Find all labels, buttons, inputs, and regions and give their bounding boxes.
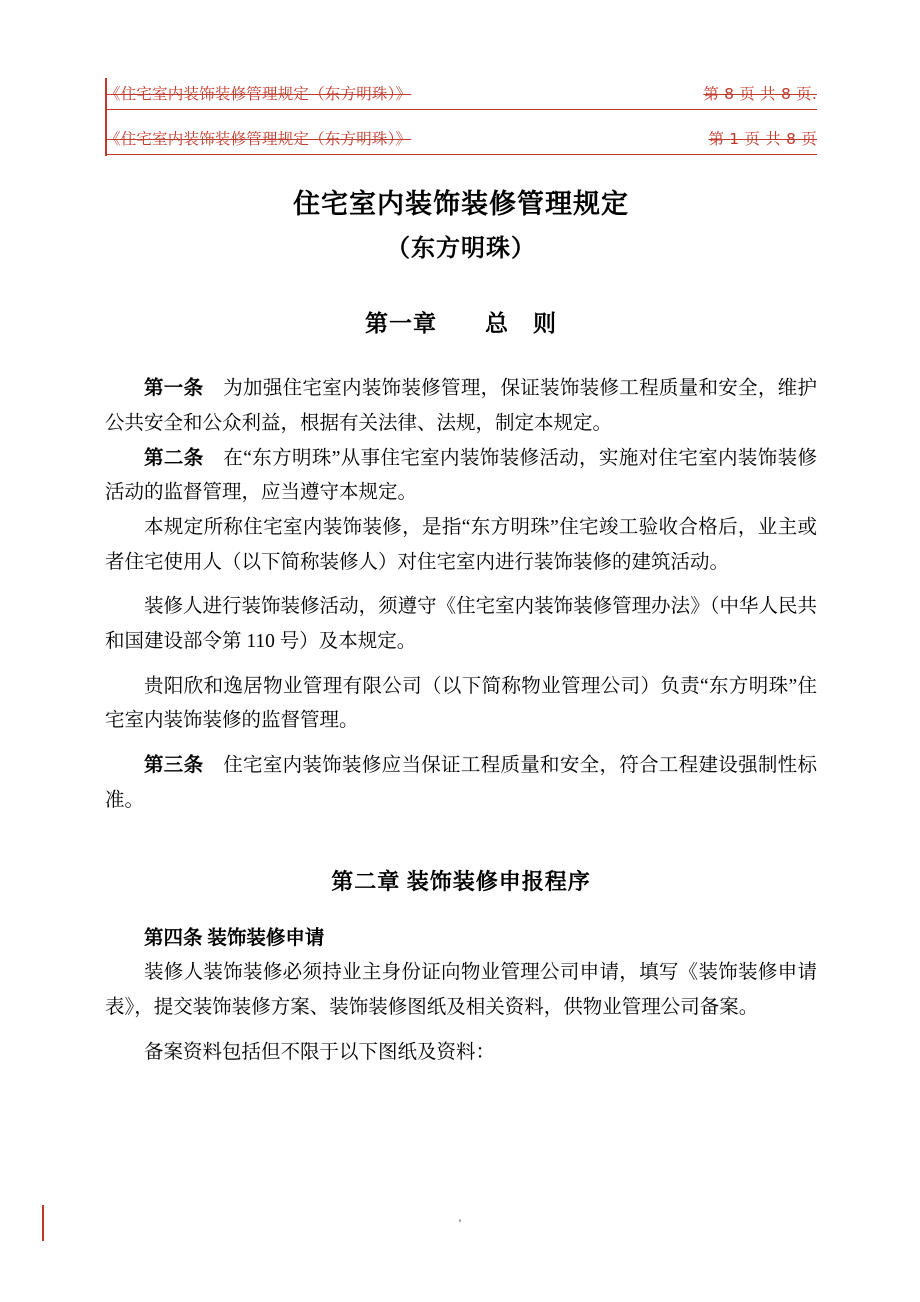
paragraph-article-1 <box>105 372 817 441</box>
header-rule-1 <box>105 109 817 110</box>
paragraph-reference-law <box>105 590 817 659</box>
article-text-2: 在“东方明珠”从事住宅室内装饰装修活动，实施对住宅室内装饰装修活动的监督管理，应当遵守本规定。 <box>105 447 817 504</box>
header-rule-2 <box>105 154 817 155</box>
paragraph-application <box>105 956 817 1025</box>
paragraph-definition <box>105 511 817 580</box>
page-header-line-2 <box>105 127 817 149</box>
paragraph-management-company <box>105 670 817 739</box>
section-heading-article-4: 第四条 装饰装修申请 <box>144 927 325 949</box>
page-subtitle: （东方明珠） <box>386 234 536 263</box>
article-label-1: 第一条 <box>144 378 204 400</box>
paragraph-filing-materials <box>105 1036 817 1071</box>
paragraph-text-filing-materials: 备案资料包括但不限于以下图纸及资料： <box>144 1041 496 1063</box>
page-header-line-1 <box>105 82 817 104</box>
header-document-title-1: 《住宅室内装饰装修管理规定（东方明珠）》 <box>105 85 412 103</box>
article-text-3: 住宅室内装饰装修应当保证工程质量和安全，符合工程建设强制性标准。 <box>105 755 817 811</box>
paragraph-article-2 <box>105 442 817 511</box>
article-label-2: 第二条 <box>144 447 204 469</box>
header-page-count-2: 第 1 页 共 8 页 <box>708 130 817 148</box>
paragraph-text-application: 装修人装饰装修必须持业主身份证向物业管理公司申请，填写《装饰装修申请表》，提交装饰装修方案、装饰装修图纸及相关资料，供物业管理公司备案。 <box>105 962 817 1018</box>
paragraph-text-management-company: 贵阳欣和逸居物业管理有限公司（以下简称物业管理公司）负责“东方明珠”住宅室内装饰装修的监督管理。 <box>105 675 817 732</box>
paragraph-text-reference-law: 装修人进行装饰装修活动，须遵守《住宅室内装饰装修管理办法》（中华人民共和国建设部令第 110 号）及本规定。 <box>105 596 817 653</box>
chapter-heading-1: 第一章 总 则 <box>365 311 557 337</box>
document-body <box>105 185 817 1070</box>
paragraph-article-3 <box>105 749 817 818</box>
paragraph-text-definition: 本规定所称住宅室内装饰装修，是指“东方明珠”住宅竣工验收合格后，业主或者住宅使用人（以下简称装修人）对住宅室内进行装饰装修的建筑活动。 <box>105 516 817 573</box>
page-title: 住宅室内装饰装修管理规定 <box>293 189 629 220</box>
page-footer-mark: ' <box>458 1216 462 1230</box>
chapter-heading-2: 第二章 装饰装修申报程序 <box>331 868 591 894</box>
article-text-1: 为加强住宅室内装饰装修管理，保证装饰装修工程质量和安全，维护公共安全和公众利益，根据有关法律、法规，制定本规定。 <box>105 378 817 434</box>
article-label-3: 第三条 <box>144 755 204 777</box>
header-document-title-2: 《住宅室内装饰装修管理规定（东方明珠）》 <box>105 130 412 148</box>
header-page-count-1: 第 8 页 共 8 页. <box>703 85 817 103</box>
